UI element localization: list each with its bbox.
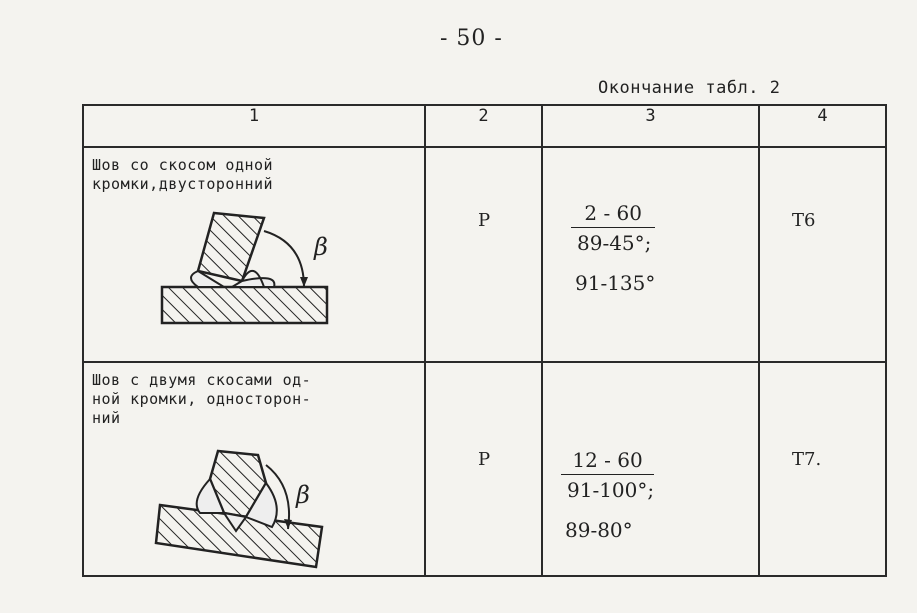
row1-col3-cell (542, 147, 759, 362)
row2-numerator: 12 - 60 (561, 447, 654, 475)
header-col-4: 4 (759, 105, 886, 147)
row2-col4: Т7. (792, 448, 822, 470)
header-col-3: 3 (542, 105, 759, 147)
row2-col4-cell (759, 362, 886, 577)
row1-col4: Т6 (792, 210, 816, 231)
header-col-2: 2 (425, 105, 542, 147)
row1-col2-cell (425, 147, 542, 362)
row2-col2-cell (425, 362, 542, 577)
row1-fraction (571, 200, 655, 296)
angle-label-2: β (296, 480, 310, 509)
row2-fraction (561, 447, 654, 543)
table-row (83, 362, 886, 577)
row1-description: Шов со скосом одной кромки,двусторонний (92, 156, 274, 193)
angle-label-1: β (314, 233, 328, 261)
row1-line1: 89-45°; (577, 231, 652, 255)
row2-description: Шов с двумя скосами од- ной кромки, односторон- ний (92, 370, 312, 427)
row1-numerator: 2 - 60 (571, 200, 655, 228)
page-number: - 50 - (440, 26, 503, 51)
row1-col4-cell (759, 147, 886, 362)
row1-description-cell (83, 147, 425, 362)
weld-sketch-1 (154, 203, 404, 333)
header-col-1: 1 (83, 105, 425, 147)
continuation-label: Окончание табл. 2 (598, 78, 781, 98)
row2-description-cell (83, 362, 425, 577)
row2-col3-cell (542, 362, 759, 577)
row1-col2: Р (478, 210, 491, 231)
row2-line1: 91-100°; (567, 477, 655, 502)
row1-line2: 91-135° (575, 271, 656, 295)
weld-sketch-2 (154, 443, 404, 588)
table-header-row (83, 105, 886, 147)
base-plate-icon (162, 287, 327, 323)
table-row (83, 147, 886, 362)
weld-table (82, 104, 887, 577)
row2-col2: Р (478, 448, 491, 470)
row2-line2: 89-80° (565, 517, 633, 542)
